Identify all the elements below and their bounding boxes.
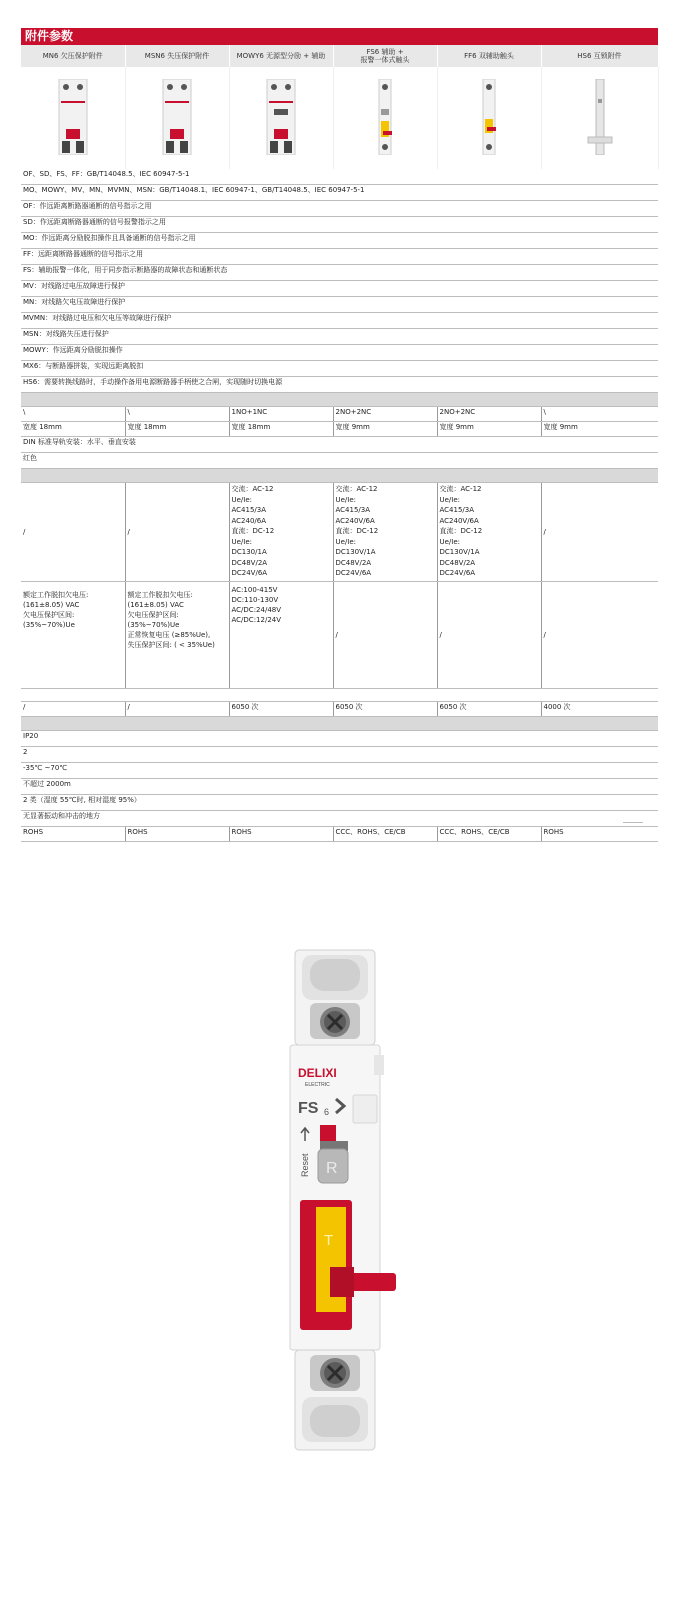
env-line: -35℃ ~70℃ xyxy=(21,763,658,779)
table-cell: ROHS xyxy=(541,827,658,842)
col-header-ff6: FF6 双辅助触头 xyxy=(437,45,541,67)
spec-table xyxy=(21,45,659,169)
mowy6-product-image xyxy=(266,79,296,155)
usage-line: MX6：与断路器拼装，实现远距离脱扣 xyxy=(21,361,658,377)
mn6-product-image xyxy=(58,79,88,155)
device-brand: DELIXI xyxy=(298,1066,337,1080)
table-cell: / xyxy=(21,702,125,717)
usage-line: HS6：需要转换线路时，手动操作备用电源断路器手柄使之合闸，实现随时切换电源 xyxy=(21,377,658,393)
table-cell: \ xyxy=(125,407,229,422)
hs6-product-image xyxy=(585,79,615,155)
table-cell: 宽度 9mm xyxy=(437,422,541,437)
product-image-row xyxy=(21,67,658,169)
env-line: IP20 xyxy=(21,731,658,747)
table-cell: ROHS xyxy=(125,827,229,842)
table-cell: 宽度 9mm xyxy=(333,422,437,437)
spec-grid xyxy=(21,407,658,437)
usage-line: MO：作远距离分励脱扣操作且具备通断的信号指示之用 xyxy=(21,233,658,249)
section-divider xyxy=(21,717,658,731)
fs6-product-image xyxy=(377,79,393,155)
table-cell: 交流：AC-12 Ue/Ie: AC415/3A AC240V/6A 直流：DC-12 Ue/Ie: DC130V/1A DC48V/2A DC24V/6A xyxy=(333,483,437,582)
usage-line: MSN：对线路失压进行保护 xyxy=(21,329,658,345)
table-cell: CCC、ROHS、CE/CB xyxy=(437,827,541,842)
table-cell: 额定工作脱扣欠电压: (161±8.05) VAC 欠电压保护区间: (35%~70%)Ue 正常恢复电压 (≥85%Ue), 失压保护区间: ( < 35%Ue) xyxy=(125,582,229,689)
table-cell: 宽度 18mm xyxy=(21,422,125,437)
table-cell: / xyxy=(541,483,658,582)
env-line: 无显著振动和冲击的地方 xyxy=(21,811,658,827)
table-cell: 交流：AC-12 Ue/Ie: AC415/3A AC240/6A 直流：DC-12 Ue/Ie: DC130/1A DC48V/2A DC24V/6A xyxy=(229,483,333,582)
install-line: DIN 标准导轨安装：水平、垂直安装 xyxy=(21,437,658,453)
spec-lines-2 xyxy=(21,437,658,483)
table-cell: 6050 次 xyxy=(437,702,541,717)
table-cell: / xyxy=(125,702,229,717)
table-cell: 宽度 9mm xyxy=(541,422,658,437)
table-cell: 1NO+1NC xyxy=(229,407,333,422)
standard-line: MO、MOWY、MV、MN、MVMN、MSN：GB/T14048.1、IEC 60947-1、GB/T14048.5、IEC 60947-5-1 xyxy=(21,185,658,201)
col-header-fs6: FS6 辅助 + 报警一体式触头 xyxy=(333,45,437,67)
table-cell: ROHS xyxy=(229,827,333,842)
usage-line: MN：对线路欠电压故障进行保护 xyxy=(21,297,658,313)
table-cell: 宽度 18mm xyxy=(229,422,333,437)
color-line: 红色 xyxy=(21,453,658,469)
table-cell: / xyxy=(333,582,437,689)
device-model-num: 6 xyxy=(324,1107,330,1117)
table-cell: 2NO+2NC xyxy=(437,407,541,422)
table-cell: 额定工作脱扣欠电压: (161±8.05) VAC 欠电压保护区间: (35%~70%)Ue xyxy=(21,582,125,689)
spec-lines-3 xyxy=(21,717,658,827)
spec-lines xyxy=(21,169,658,407)
voltage-row xyxy=(21,582,658,689)
usage-line: FS：辅助报警一体化，用于同步指示断路器的故障状态和通断状态 xyxy=(21,265,658,281)
contacts-row xyxy=(21,407,658,422)
col-header-msn6: MSN6 失压保护附件 xyxy=(125,45,229,67)
usage-line: FF：远距离断路器通断的信号指示之用 xyxy=(21,249,658,265)
device-model: FS xyxy=(298,1100,319,1117)
standard-line: OF、SD、FS、FF：GB/T14048.5、IEC 60947-5-1 xyxy=(21,169,658,185)
table-cell: \ xyxy=(541,407,658,422)
section-divider xyxy=(21,393,658,407)
usage-line: SD：作远距离断路器通断的信号报警指示之用 xyxy=(21,217,658,233)
env-line: 不超过 2000m xyxy=(21,779,658,795)
table-cell: / xyxy=(437,582,541,689)
table-cell: CCC、ROHS、CE/CB xyxy=(333,827,437,842)
table-cell: / xyxy=(21,483,125,582)
spacer-row xyxy=(21,689,658,702)
spec-grid-3 xyxy=(21,827,658,842)
fs6-device-photo xyxy=(250,945,430,1455)
reset-label: Reset xyxy=(300,1153,310,1177)
table-cell: 6050 次 xyxy=(333,702,437,717)
table-cell: 交流：AC-12 Ue/Ie: AC415/3A AC240V/6A 直流：DC-12 Ue/Ie: DC130V/1A DC48V/2A DC24V/6A xyxy=(437,483,541,582)
col-header-hs6: HS6 互锁附件 xyxy=(541,45,658,67)
spec-grid-2 xyxy=(21,483,658,717)
cert-row xyxy=(21,827,658,842)
table-cell: \ xyxy=(21,407,125,422)
usage-line: OF：作远距离断路器通断的信号指示之用 xyxy=(21,201,658,217)
col-header-mn6: MN6 欠压保护附件 xyxy=(21,45,125,67)
table-cell: AC:100-415V DC:110-130V AC/DC:24/48V AC/DC:12/24V xyxy=(229,582,333,689)
spec-sheet xyxy=(21,28,658,842)
usage-line: MV：对线路过电压故障进行保护 xyxy=(21,281,658,297)
env-line: 2 xyxy=(21,747,658,763)
ff6-product-image xyxy=(481,79,497,155)
col-header-mowy6: MOWY6 无源型分励 + 辅助 xyxy=(229,45,333,67)
reset-button-label: R xyxy=(326,1160,338,1177)
divider xyxy=(623,822,643,823)
section-divider xyxy=(21,469,658,483)
ratings-row xyxy=(21,483,658,582)
usage-line: MVMN：对线路过电压和欠电压等故障进行保护 xyxy=(21,313,658,329)
section-title: 附件参数 xyxy=(21,28,658,45)
table-cell: 6050 次 xyxy=(229,702,333,717)
env-line: 2 类（湿度 55℃时, 相对湿度 95%） xyxy=(21,795,658,811)
msn6-product-image xyxy=(162,79,192,155)
table-cell: 4000 次 xyxy=(541,702,658,717)
device-brand-sub: ELECTRIC xyxy=(305,1082,330,1088)
life-row xyxy=(21,702,658,717)
usage-line: MOWY：作远距离分励脱扣操作 xyxy=(21,345,658,361)
header-row xyxy=(21,45,658,67)
table-cell: / xyxy=(541,582,658,689)
table-cell: ROHS xyxy=(21,827,125,842)
table-cell: 宽度 18mm xyxy=(125,422,229,437)
trip-button-label: T xyxy=(324,1232,334,1249)
table-cell: / xyxy=(125,483,229,582)
width-row xyxy=(21,422,658,437)
table-cell: 2NO+2NC xyxy=(333,407,437,422)
